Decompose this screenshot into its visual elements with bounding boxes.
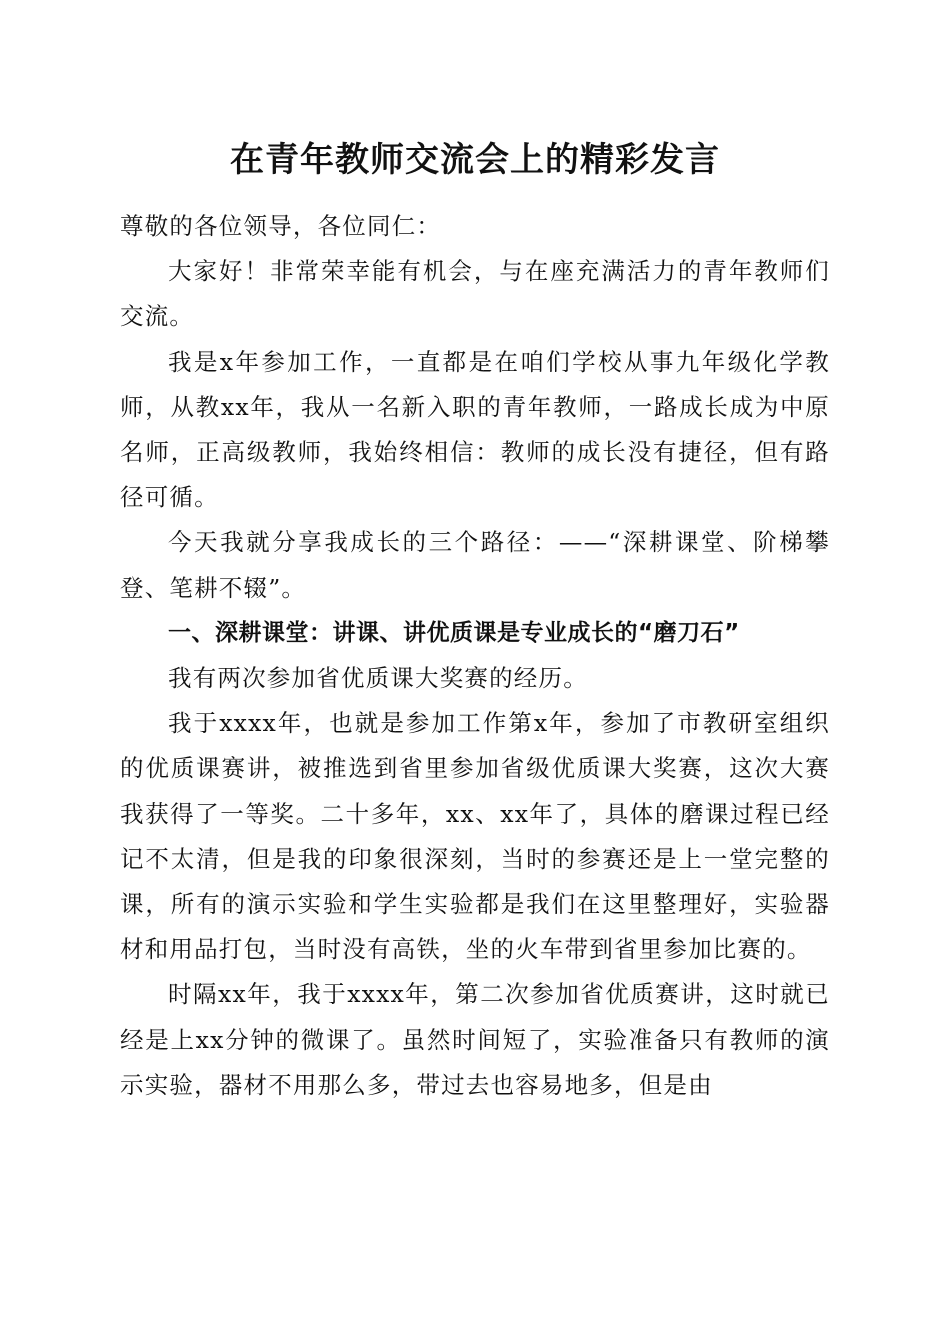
document-body (120, 204, 830, 1108)
paragraph-greeting: 大家好！非常荣幸能有机会，与在座充满活力的青年教师们交流。 (120, 257, 830, 331)
paragraph-contest-intro: 我有两次参加省优质课大奖赛的经历。 (168, 664, 588, 693)
paragraph-introduction: 我是x年参加工作，一直都是在咱们学校从事九年级化学教师，从教xx年，我从一名新入职的青年教师，一路成长成为中原名师，正高级教师，我始终相信：教师的成长没有捷径，但有路径可循。 (120, 347, 830, 512)
paragraph-first-contest: 我于xxxx年，也就是参加工作第x年，参加了市教研室组织的优质课赛讲，被推选到省里参加省级优质课大奖赛，这次大赛我获得了一等奖。二十多年，xx、xx年了，具体的磨课过程已经记不太清，但是我的印象很深刻，当时的参赛还是上一堂完整的课，所有的演示实验和学生实验都是我们在这里整理好，实验器材和用品打包，当时没有高铁，坐的火车带到省里参加比赛的。 (120, 709, 830, 964)
document-title: 在青年教师交流会上的精彩发言 (230, 140, 720, 180)
section-heading: 一、深耕课堂：讲课、讲优质课是专业成长的“磨刀石” (168, 619, 740, 646)
paragraph-three-paths: 今天我就分享我成长的三个路径：——“深耕课堂、阶梯攀登、笔耕不辍”。 (120, 528, 830, 602)
paragraph-second-contest: 时隔xx年，我于xxxx年，第二次参加省优质赛讲，这时就已经是上xx分钟的微课了。虽然时间短了，实验准备只有教师的演示实验，器材不用那么多，带过去也容易地多，但是由 (120, 980, 830, 1099)
salutation: 尊敬的各位领导，各位同仁： (120, 212, 442, 240)
